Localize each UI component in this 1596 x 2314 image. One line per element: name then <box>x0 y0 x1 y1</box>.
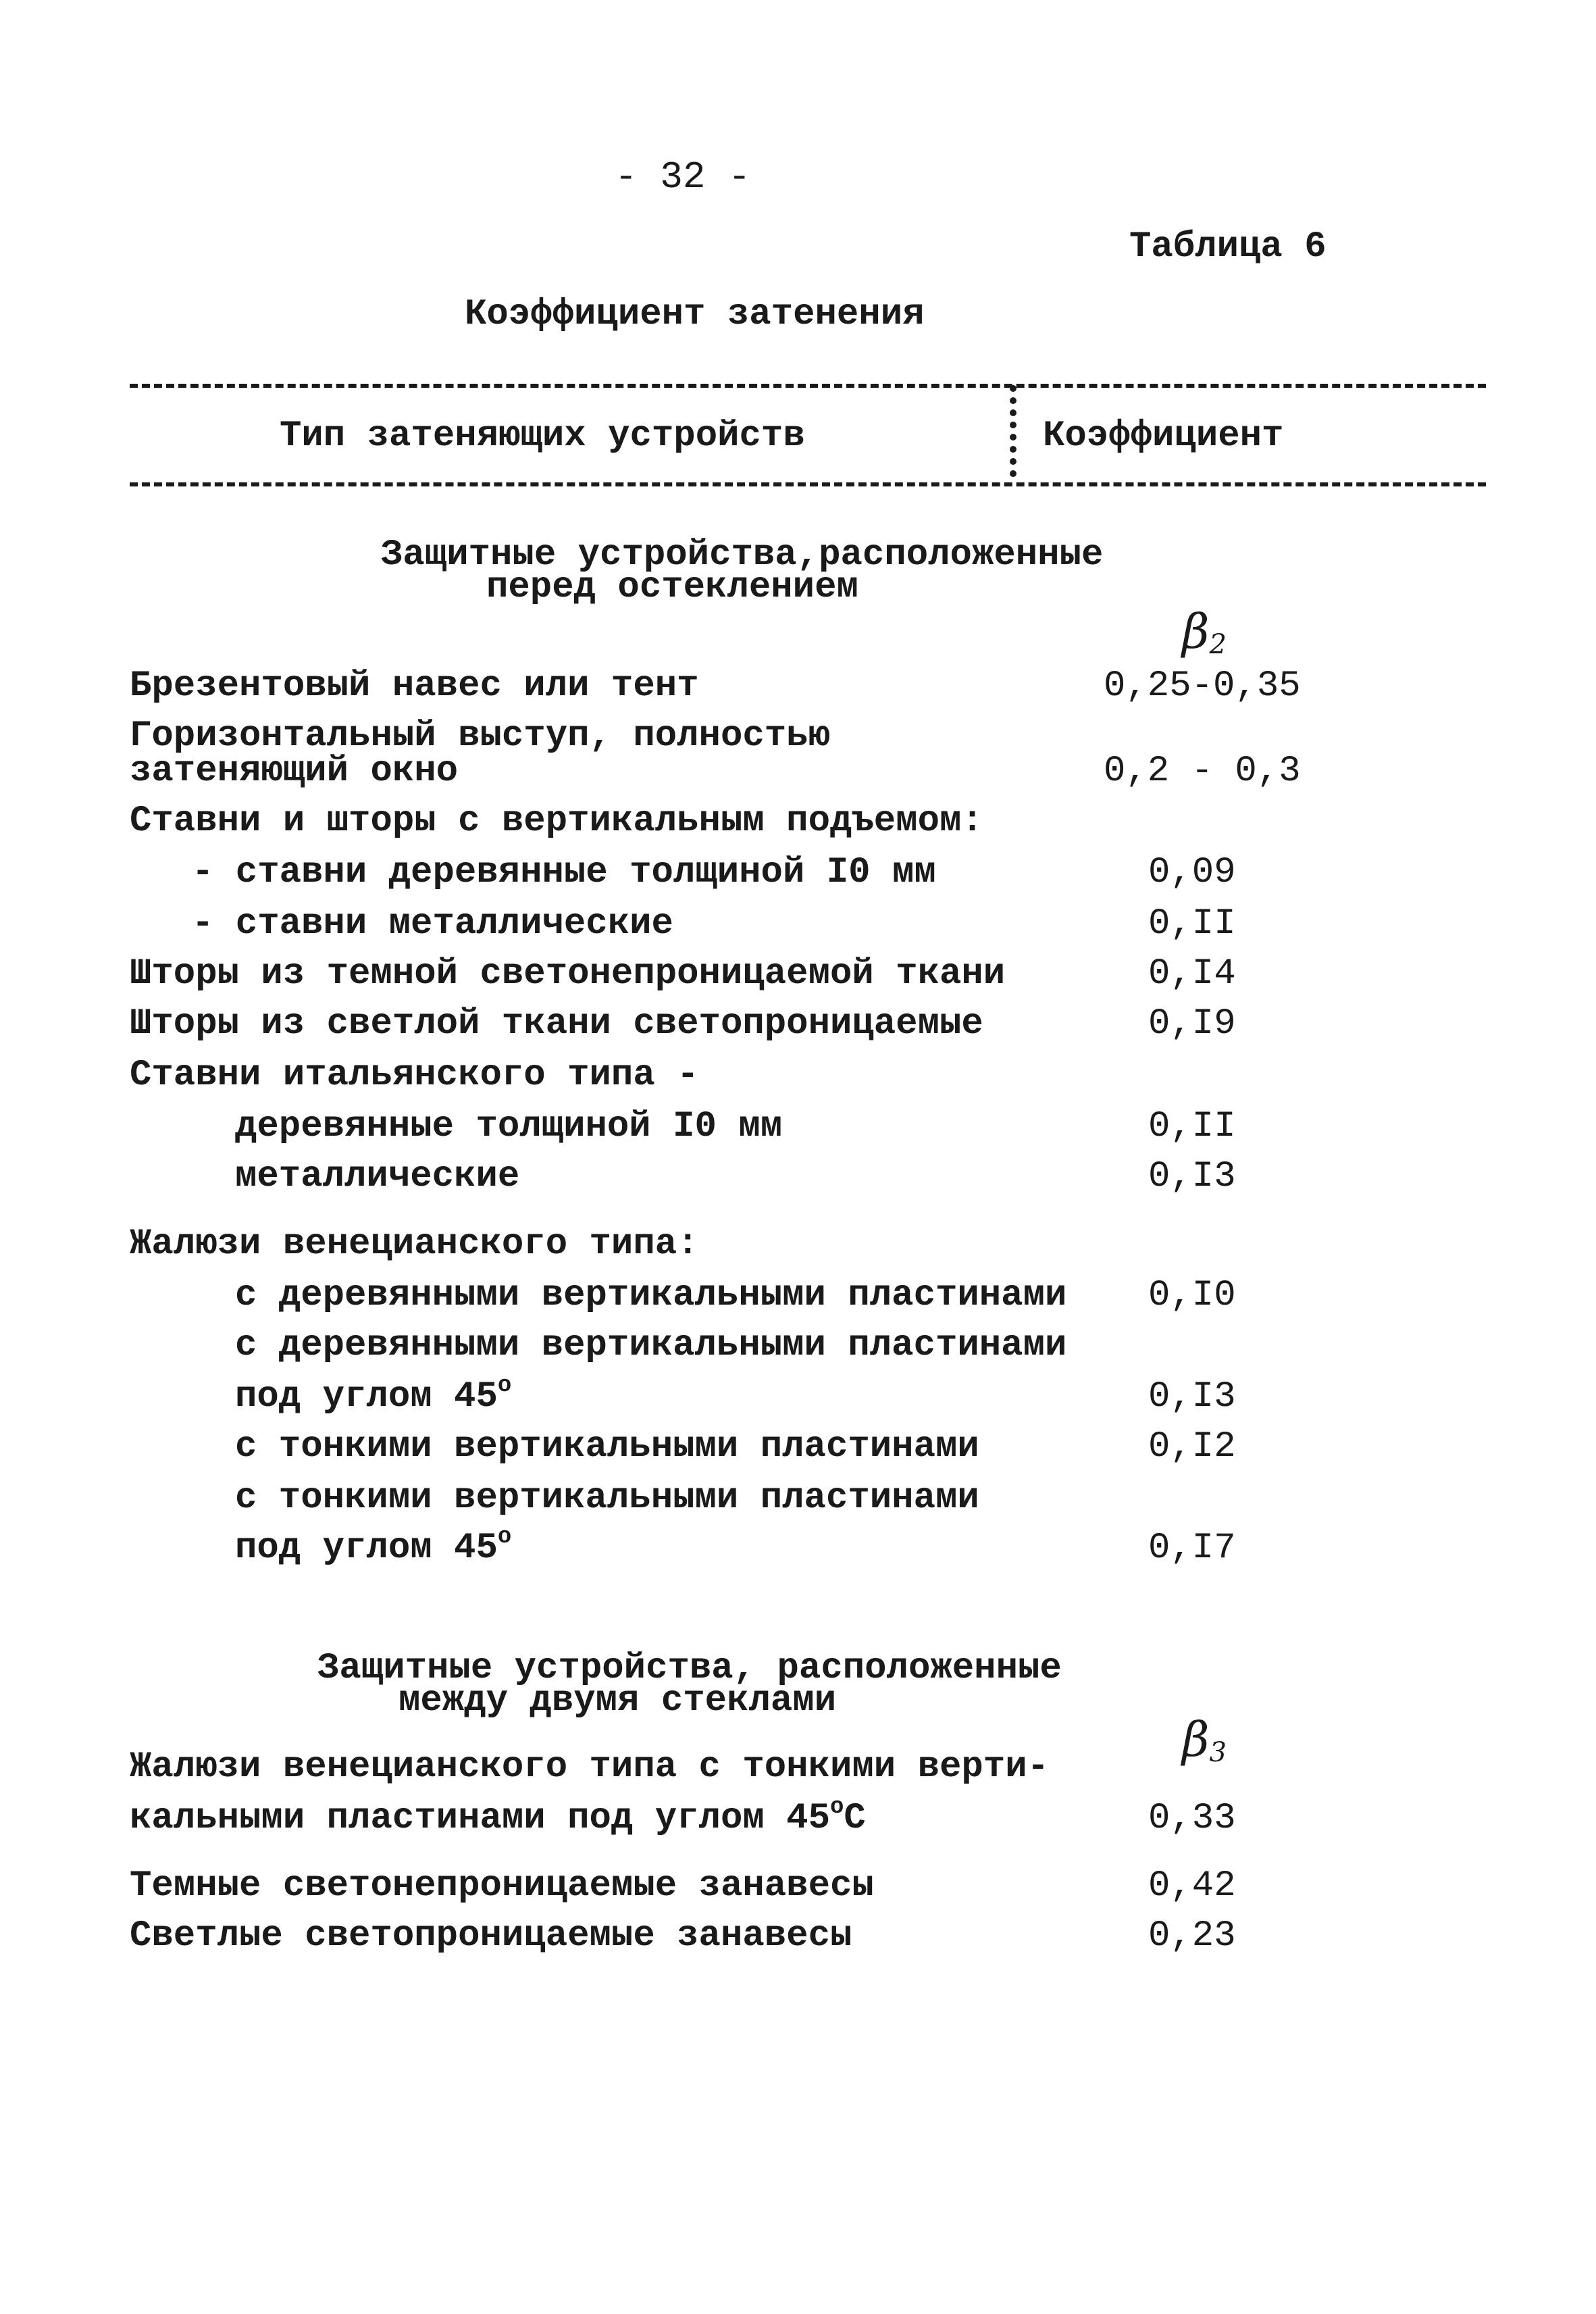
row-value: 0,I4 <box>1148 953 1236 995</box>
page-number: - 32 - <box>615 155 751 199</box>
row-label-cont: затеняющий окно <box>130 751 459 792</box>
row-label: с тонкими вертикальными пластинами <box>235 1478 979 1519</box>
row-label: Темные светонепроницаемые занавесы <box>130 1865 874 1907</box>
row-value: 0,I7 <box>1148 1528 1236 1569</box>
row-value: 0,25-0,35 <box>1104 665 1301 707</box>
header-bottom-rule <box>130 482 1486 486</box>
row-label: - ставни металлические <box>192 903 673 945</box>
row-label: Светлые светопроницаемые занавесы <box>130 1915 852 1957</box>
row-value: 0,09 <box>1148 852 1236 893</box>
row-label: под углом $45^о$ <box>235 1373 512 1417</box>
section1-coef-symbol: $\beta_2$ <box>1182 604 1227 660</box>
row-label: с деревянными вертикальными пластинами <box>235 1275 1067 1316</box>
row-label: Брезентовый навес или тент <box>130 665 699 707</box>
row-label: Шторы из светлой ткани светопроницаемые <box>130 1003 983 1045</box>
section1-title-line1: Защитные устройства,расположенные <box>381 534 1104 576</box>
row-value: 0,I2 <box>1148 1426 1236 1467</box>
header-col-coef: Коэффициент <box>1043 416 1284 457</box>
row-value: 0,I0 <box>1148 1275 1236 1316</box>
header-col-type: Тип затеняющих устройств <box>280 416 805 457</box>
row-value: 0,I3 <box>1148 1376 1236 1417</box>
section2-title-line1: Защитные устройства, расположенные <box>317 1648 1062 1689</box>
row-value: 0,I9 <box>1148 1003 1236 1045</box>
row-label: Горизонтальный выступ, полностью <box>130 715 830 757</box>
row-label: металлические <box>235 1156 520 1197</box>
row-label: с тонкими вертикальными пластинами <box>235 1426 979 1467</box>
row-value: 0,II <box>1148 1106 1236 1147</box>
row-value: 0,23 <box>1148 1915 1236 1957</box>
section2-title-line2: между двумя стеклами <box>398 1680 837 1721</box>
row-label: Ставни итальянского типа - <box>130 1055 699 1096</box>
row-label: Жалюзи венецианского типа с тонкими верти- <box>130 1746 1050 1788</box>
row-value: 0,33 <box>1148 1798 1236 1839</box>
table-label: Таблица 6 <box>1129 226 1327 268</box>
row-value: 0,2 - 0,3 <box>1104 751 1301 792</box>
column-separator <box>1010 385 1016 482</box>
row-label: Ставни и шторы с вертикальным подъемом: <box>130 801 983 842</box>
row-value: 0,II <box>1148 903 1236 945</box>
row-label: Шторы из темной светонепроницаемой ткани <box>130 953 1006 995</box>
row-value: 0,42 <box>1148 1865 1236 1907</box>
row-label: кальными пластинами под углом $45^оС$ <box>130 1794 866 1839</box>
section2-coef-symbol: $\beta_3$ <box>1182 1712 1227 1768</box>
header-top-rule <box>130 384 1486 388</box>
row-label: - ставни деревянные толщиной I0 мм <box>192 852 936 893</box>
row-label: деревянные толщиной I0 мм <box>235 1106 783 1147</box>
row-value: 0,I3 <box>1148 1156 1236 1197</box>
table-title: Коэффициент затенения <box>465 294 925 335</box>
row-label: под углом $45^о$ <box>235 1524 512 1569</box>
section1-title-line2: перед остеклением <box>486 567 858 608</box>
row-label: с деревянными вертикальными пластинами <box>235 1325 1067 1366</box>
row-label: Жалюзи венецианского типа: <box>130 1224 699 1265</box>
